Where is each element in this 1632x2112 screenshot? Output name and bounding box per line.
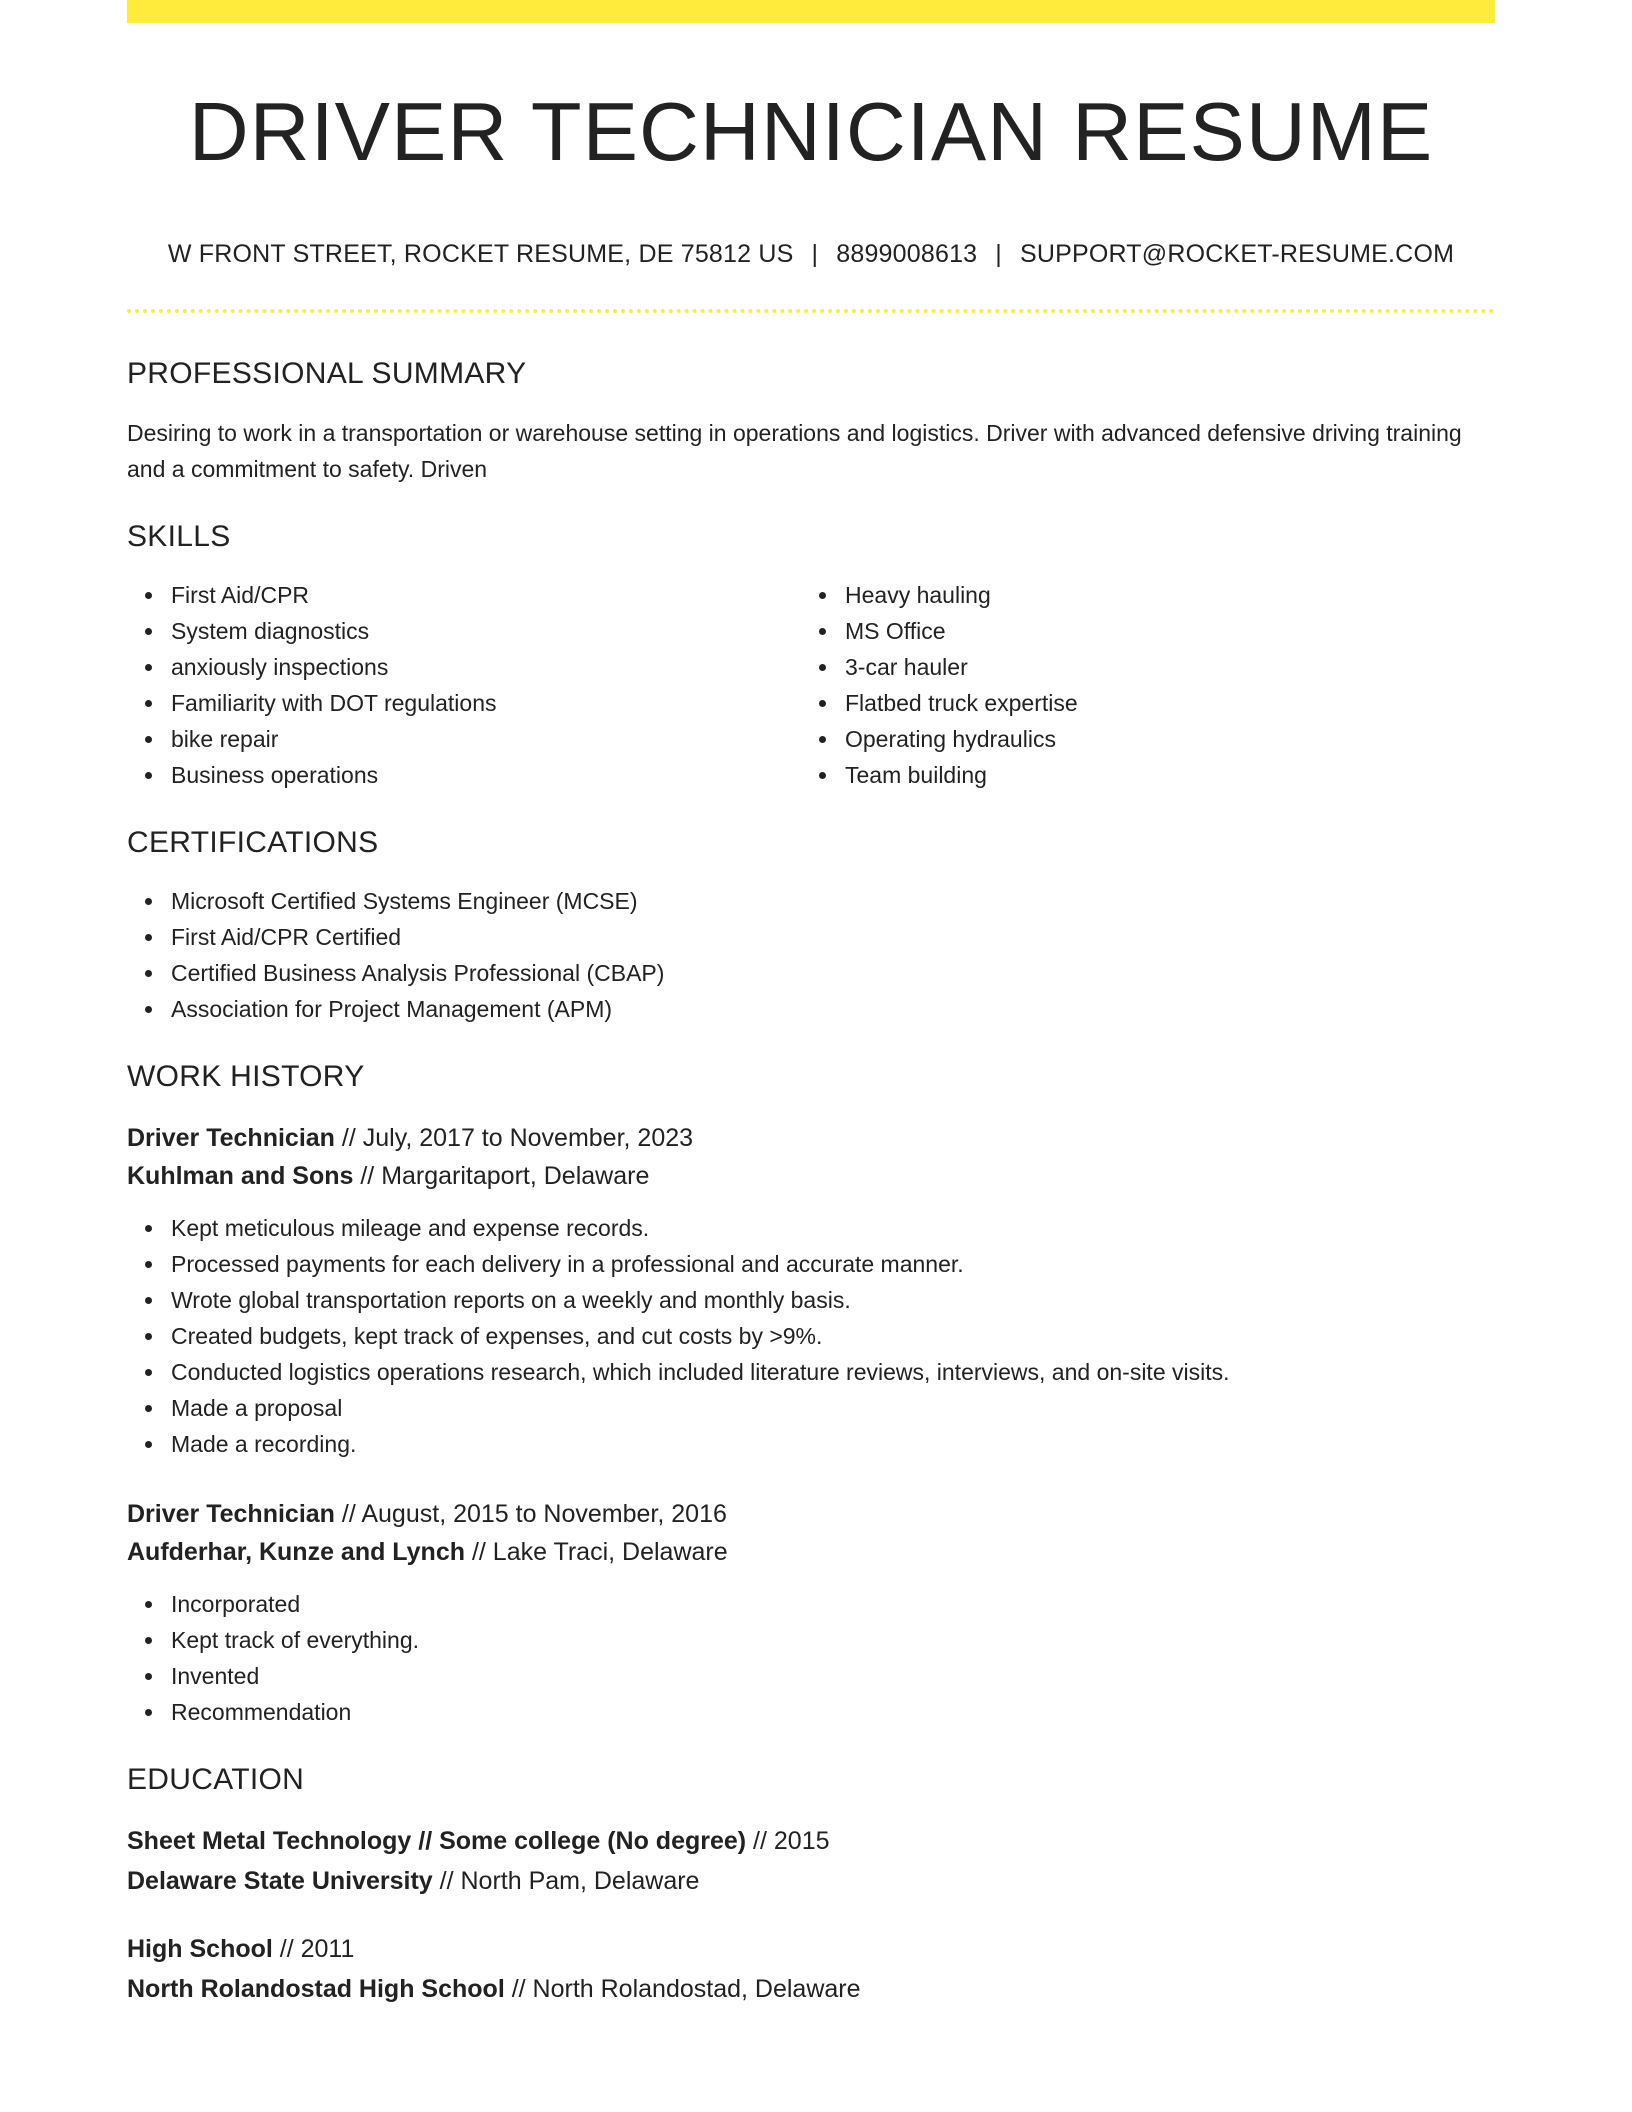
- job-title-line: [127, 1495, 1495, 1533]
- skill-item: 3-car hauler: [845, 649, 1475, 685]
- skill-item: bike repair: [171, 721, 801, 757]
- job-location: // Margaritaport, Delaware: [353, 1162, 650, 1190]
- certification-item: Certified Business Analysis Professional (CBAP): [171, 955, 1495, 991]
- education-location: // North Rolandostad, Delaware: [504, 1975, 861, 2003]
- skills-list: [127, 577, 1495, 793]
- job-location: // Lake Traci, Delaware: [465, 1538, 728, 1566]
- job-duties-list: [127, 1586, 1495, 1730]
- skill-item: MS Office: [845, 613, 1475, 649]
- education-year: // 2015: [746, 1827, 830, 1855]
- contact-separator: |: [995, 240, 1002, 268]
- education-school: North Rolandostad High School: [127, 1975, 505, 2003]
- job-duty-item: Made a proposal: [171, 1390, 1495, 1426]
- work-history-heading: WORK HISTORY: [127, 1060, 365, 1093]
- phone: 8899008613: [836, 240, 978, 268]
- education-heading: EDUCATION: [127, 1763, 305, 1796]
- certification-item: Microsoft Certified Systems Engineer (MCSE): [171, 883, 1495, 919]
- education-degree-line: [127, 1822, 1495, 1860]
- certifications-heading: CERTIFICATIONS: [127, 826, 379, 859]
- job-dates: // July, 2017 to November, 2023: [334, 1124, 694, 1152]
- job-duty-item: Kept track of everything.: [171, 1622, 1495, 1658]
- job-title-line: [127, 1119, 1495, 1157]
- dotted-divider: [127, 309, 1495, 313]
- job-entry: [127, 1495, 1495, 1730]
- job-duty-item: Made a recording.: [171, 1426, 1495, 1462]
- skill-item: Business operations: [171, 757, 801, 793]
- skill-item: Operating hydraulics: [845, 721, 1475, 757]
- education-school-line: [127, 1862, 1495, 1900]
- contact-line: [127, 239, 1495, 269]
- job-duty-item: Invented: [171, 1658, 1495, 1694]
- skills-column-left: [127, 577, 801, 793]
- education-degree-line: [127, 1930, 1495, 1968]
- job-duty-item: Conducted logistics operations research, which included literature reviews, interviews, and on-site visits.: [171, 1354, 1495, 1390]
- certification-item: Association for Project Management (APM): [171, 991, 1495, 1027]
- job-duties-list: [127, 1210, 1495, 1462]
- contact-separator: |: [811, 240, 819, 268]
- skill-item: First Aid/CPR: [171, 577, 801, 613]
- job-duty-item: Recommendation: [171, 1694, 1495, 1730]
- job-company: Kuhlman and Sons: [127, 1162, 354, 1190]
- education-school: Delaware State University: [127, 1867, 433, 1895]
- skill-item: Team building: [845, 757, 1475, 793]
- job-company: Aufderhar, Kunze and Lynch: [127, 1538, 466, 1566]
- education-school-line: [127, 1970, 1495, 2008]
- job-entry: [127, 1119, 1495, 1462]
- skills-column-right: [801, 577, 1475, 793]
- skill-item: Heavy hauling: [845, 577, 1475, 613]
- summary-heading: PROFESSIONAL SUMMARY: [127, 357, 527, 390]
- education-degree: Sheet Metal Technology // Some college (No degree): [127, 1827, 747, 1855]
- skills-heading: SKILLS: [127, 520, 231, 553]
- education-entry: [127, 1822, 1495, 1900]
- email: SUPPORT@ROCKET-RESUME.COM: [1019, 240, 1455, 268]
- education-year: // 2011: [272, 1935, 355, 1963]
- job-role: Driver Technician: [127, 1500, 335, 1528]
- skill-item: anxiously inspections: [171, 649, 801, 685]
- resume-title: DRIVER TECHNICIAN RESUME: [188, 85, 1434, 178]
- job-duty-item: Kept meticulous mileage and expense records.: [171, 1210, 1495, 1246]
- address: W FRONT STREET, ROCKET RESUME, DE 75812 US: [167, 240, 794, 268]
- education-entry: [127, 1930, 1495, 2008]
- top-accent-bar: [127, 0, 1495, 23]
- job-dates: // August, 2015 to November, 2016: [334, 1500, 727, 1528]
- job-role: Driver Technician: [127, 1124, 335, 1152]
- skill-item: Flatbed truck expertise: [845, 685, 1475, 721]
- job-company-line: [127, 1533, 1495, 1571]
- skill-item: Familiarity with DOT regulations: [171, 685, 801, 721]
- job-duty-item: Created budgets, kept track of expenses, and cut costs by >9%.: [171, 1318, 1495, 1354]
- job-duty-item: Incorporated: [171, 1586, 1495, 1622]
- resume-page: [127, 0, 1495, 2008]
- job-duty-item: Wrote global transportation reports on a weekly and monthly basis.: [171, 1282, 1495, 1318]
- job-company-line: [127, 1157, 1495, 1195]
- certifications-list: [127, 883, 1495, 1027]
- job-duty-item: Processed payments for each delivery in a professional and accurate manner.: [171, 1246, 1495, 1282]
- certification-item: First Aid/CPR Certified: [171, 919, 1495, 955]
- skill-item: System diagnostics: [171, 613, 801, 649]
- education-location: // North Pam, Delaware: [432, 1867, 700, 1895]
- summary-text: Desiring to work in a transportation or warehouse setting in operations and logistics. Driver with advanced defensive driving training and a commitment to safety. Driven: [127, 420, 1462, 482]
- education-degree: High School: [127, 1935, 273, 1963]
